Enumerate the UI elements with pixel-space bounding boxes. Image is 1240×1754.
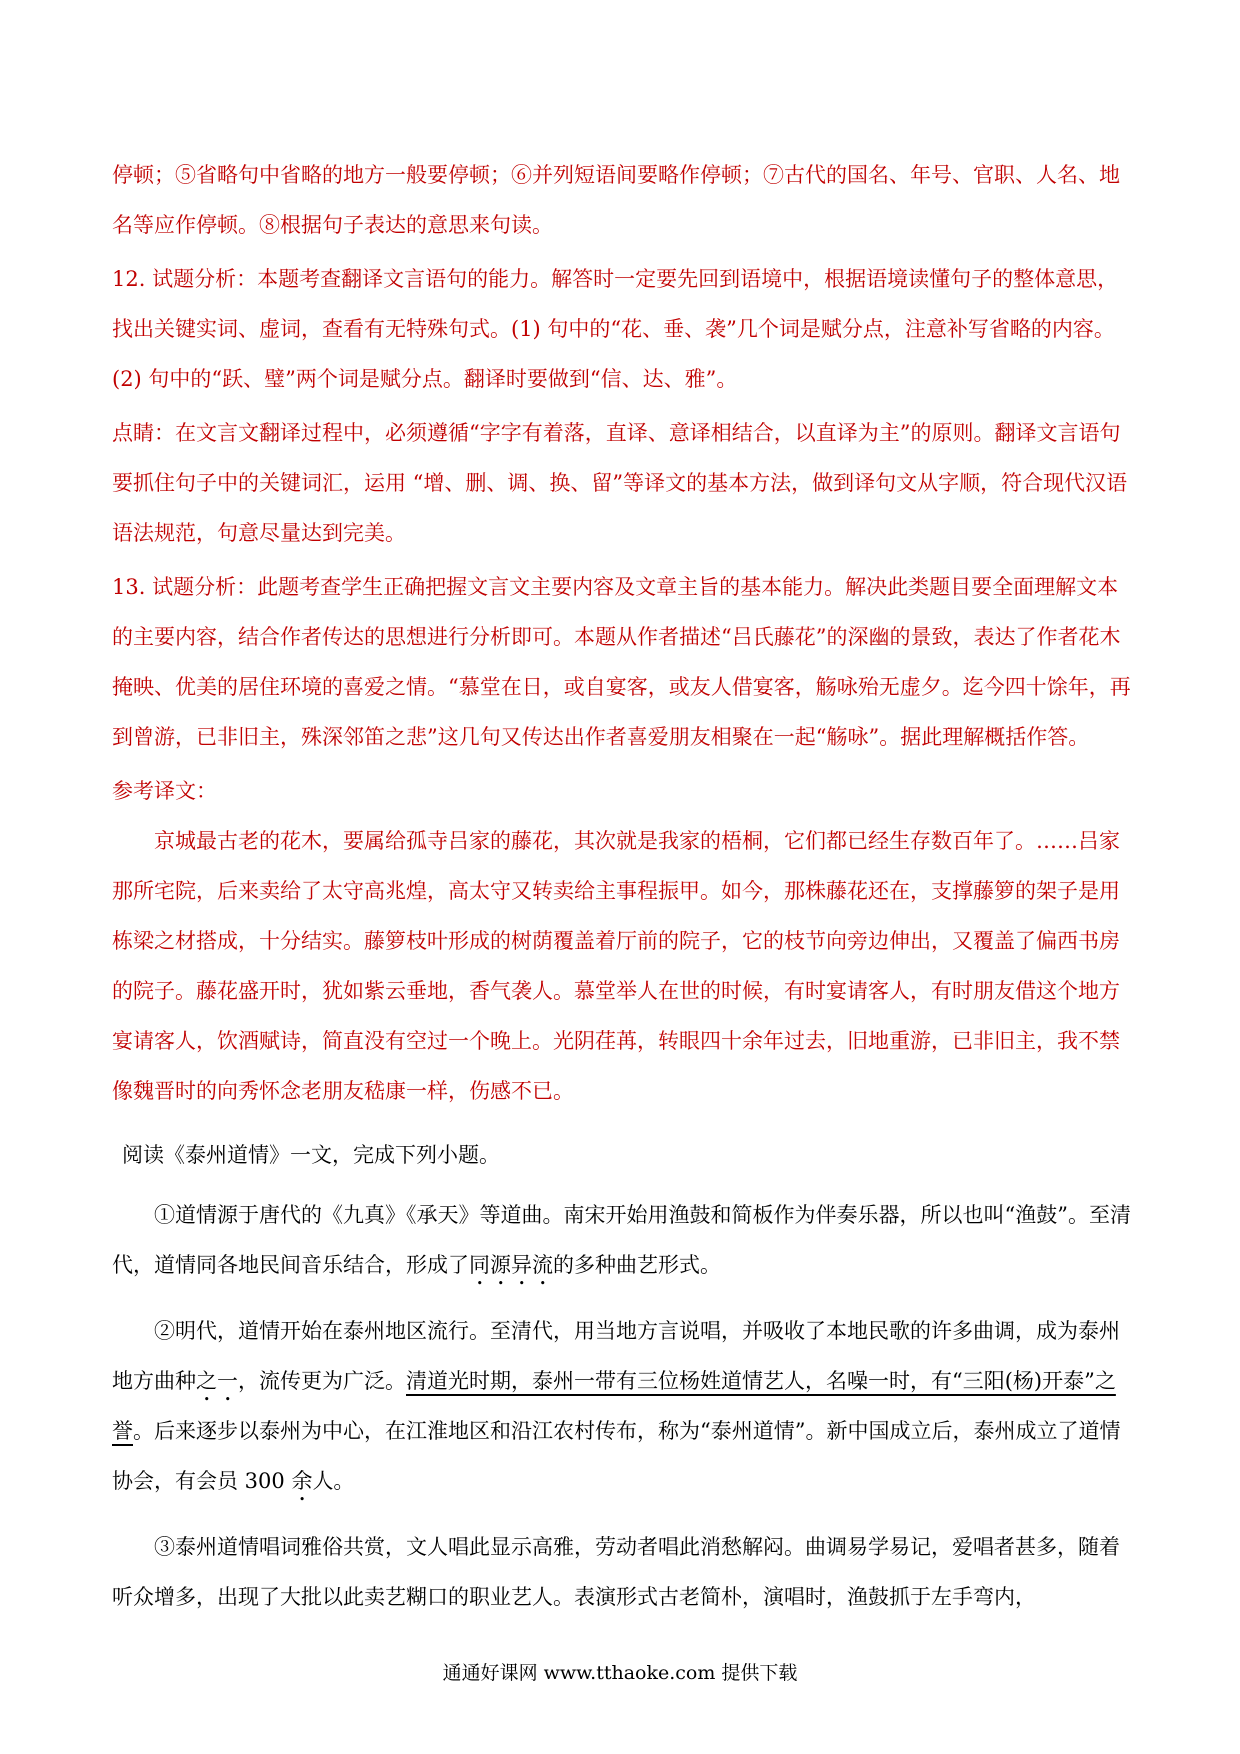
reference-translation-title: 参考译文： bbox=[112, 779, 217, 803]
reading-p2-dotted-word-1: 之一 bbox=[196, 1369, 238, 1393]
reference-translation-body: 京城最古老的花木，要属给孤寺吕家的藤花，其次就是我家的梧桐，它们都已经生存数百年了。……吕家那所宅院，后来卖给了太守高兆煌，高太守又转卖给主事程振甲。如今，那株藤花还在，支撑藤箩的架子是用栋梁之材搭成，十分结实。藤箩枝叶形成的树荫覆盖着厅前的院子，它的枝节向旁边伸出，又覆盖了偏西书房的院子。藤花盛开时，犹如紫云垂地，香气袭人。慕堂举人在世的时候，有时宴请客人，有时朋友借这个地方宴请客人，饮酒赋诗，简直没有空过一个晚上。光阴荏苒，转眼四十余年过去，旧地重游，已非旧主，我不禁像魏晋时的向秀怀念老朋友嵇康一样，伤感不已。 bbox=[112, 829, 1120, 1103]
reading-intro: 阅读《泰州道情》一文，完成下列小题。 bbox=[122, 1143, 500, 1167]
answer-analysis-section bbox=[112, 150, 1134, 1116]
reading-p1-text-a: ①道情源于唐代的《九真》《承天》等道曲。南宋开始用渔鼓和简板作为伴奏乐器，所以也叫“渔鼓”。至清代，道情同各地民间音乐结合，形成了 bbox=[112, 1203, 1131, 1277]
reading-p1-text-b: 的多种曲艺形式。 bbox=[553, 1253, 721, 1277]
reading-paragraph-2 bbox=[112, 1306, 1134, 1506]
reading-p2-text-c: 。后来逐步以泰州为中心，在江淮地区和沿江农村传布，称为“泰州道情”。新中国成立后，泰州成立了道情协会，有会员 300 bbox=[112, 1419, 1121, 1493]
answer-paragraph-key-points: 点睛：在文言文翻译过程中，必须遵循“字字有着落，直译、意译相结合，以直译为主”的原则。翻译文言语句要抓住句子中的关键词汇，运用 “增、删、调、换、留”等译文的基本方法，做到译句文从字顺，符合现代汉语语法规范，句意尽量达到完美。 bbox=[112, 421, 1128, 545]
reading-p1-dotted-phrase: 同源异流 bbox=[469, 1253, 553, 1277]
answer-paragraph-q13: 13. 试题分析：此题考查学生正确把握文言文主要内容及文章主旨的基本能力。解决此类题目要全面理解文本的主要内容，结合作者传达的思想进行分析即可。本题从作者描述“吕氏藤花”的深幽的景致，表达了作者花木掩映、优美的居住环境的喜爱之情。“慕堂在日，或自宴客，或友人借宴客，觞咏殆无虚夕。迄今四十馀年，再到曾游，已非旧主，殊深邻笛之悲”这几句又传达出作者喜爱朋友相聚在一起“觞咏”。据此理解概括作答。 bbox=[112, 575, 1131, 749]
reading-p2-text-b: ，流传更为广泛。 bbox=[238, 1369, 406, 1393]
answer-paragraph-pause-rules: 停顿；⑤省略句中省略的地方一般要停顿；⑥并列短语间要略作停顿；⑦古代的国名、年号、官职、人名、地名等应作停顿。⑧根据句子表达的意思来句读。 bbox=[112, 163, 1120, 237]
reading-p2-dotted-word-2: 余 bbox=[291, 1469, 313, 1493]
reading-p2-text-a: ②明代，道情开始在泰州地区流行。至清代，用当地方言说唱，并吸收了本地民歌的许多曲调，成为泰州地方曲种 bbox=[112, 1319, 1120, 1393]
reading-p2-underlined-sentence: 清道光时期，泰州一带有三位杨姓道情艺人，名噪一时，有“三阳(杨)开泰”之誉 bbox=[112, 1369, 1116, 1443]
reading-paragraph-1 bbox=[112, 1190, 1134, 1290]
answer-paragraph-q12: 12. 试题分析：本题考查翻译文言语句的能力。解答时一定要先回到语境中，根据语境读懂句子的整体意思，找出关键实词、虚词，查看有无特殊句式。(1) 句中的“花、垂、袭”几个词是赋分点，注意补写省略的内容。(2) 句中的“跃、璧”两个词是赋分点。翻译时要做到“信、达、雅”。 bbox=[112, 267, 1119, 391]
reading-p2-text-d: 人。 bbox=[312, 1469, 355, 1493]
reading-passage-section bbox=[112, 1130, 1134, 1622]
page-footer: 通通好课网 www.tthaoke.com 提供下载 bbox=[442, 1662, 798, 1684]
reading-paragraph-3: ③泰州道情唱词雅俗共赏，文人唱此显示高雅，劳动者唱此消愁解闷。曲调易学易记，爱唱者甚多，随着听众增多，出现了大批以此卖艺糊口的职业艺人。表演形式古老简朴，演唱时，渔鼓抓于左手弯内， bbox=[112, 1535, 1120, 1609]
page-content bbox=[112, 150, 1134, 1638]
